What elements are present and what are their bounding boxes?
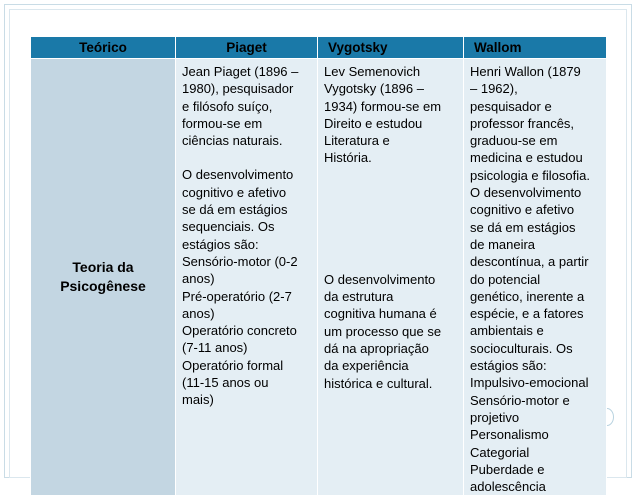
header-wallom: Wallom — [464, 37, 607, 59]
header-vygotsky: Vygotsky — [318, 37, 464, 59]
row-label-cell — [31, 59, 176, 496]
piaget-cell — [176, 59, 318, 496]
theorists-table — [30, 36, 607, 496]
wallom-text: Henri Wallon (1879 – 1962), pesquisador e professor francês, graduou-se em medicina e estudou psicologia e filosofia. O desenvolvimento cognitivo e afetivo se dá em estágios de maneira descontínua, a partir do potencial genético, inerente a espécie, e a fatores ambientais e socioculturais. Os estágios são: Impulsivo-emocional Sensório-motor e projetivo Personalismo Categorial Puberdade e adolescência — [470, 64, 590, 495]
paragraph-gap — [182, 149, 312, 166]
header-piaget: Piaget — [176, 37, 318, 59]
vygotsky-intro-text: Lev Semenovich Vygotsky (1896 – 1934) formou-se em Direito e estudou Literatura e História. — [324, 64, 442, 166]
table-header-row — [31, 37, 607, 59]
row-label-teoria-da-psicogenese: Teoria da Psicogênese — [60, 259, 146, 295]
piaget-development-text: O desenvolvimento cognitivo e afetivo se dá em estágios sequenciais. Os estágios são: Sensório-motor (0-2 anos) Pré-operatório (2-7 anos) Operatório concreto (7-11 anos) Operatório formal (11-15 anos ou mais) — [182, 167, 298, 408]
piaget-intro-text: Jean Piaget (1896 – 1980), pesquisador e filósofo suíço, formou-se em ciências naturais. — [182, 64, 299, 149]
wallom-cell — [464, 59, 607, 496]
table-row — [31, 59, 607, 496]
vygotsky-development-text: O desenvolvimento da estrutura cognitiva humana é um processo que se dá na apropriação da experiência histórica e cultural. — [324, 271, 442, 391]
paragraph-gap — [324, 167, 458, 271]
vygotsky-cell — [318, 59, 464, 496]
header-teorico: Teórico — [31, 37, 176, 59]
